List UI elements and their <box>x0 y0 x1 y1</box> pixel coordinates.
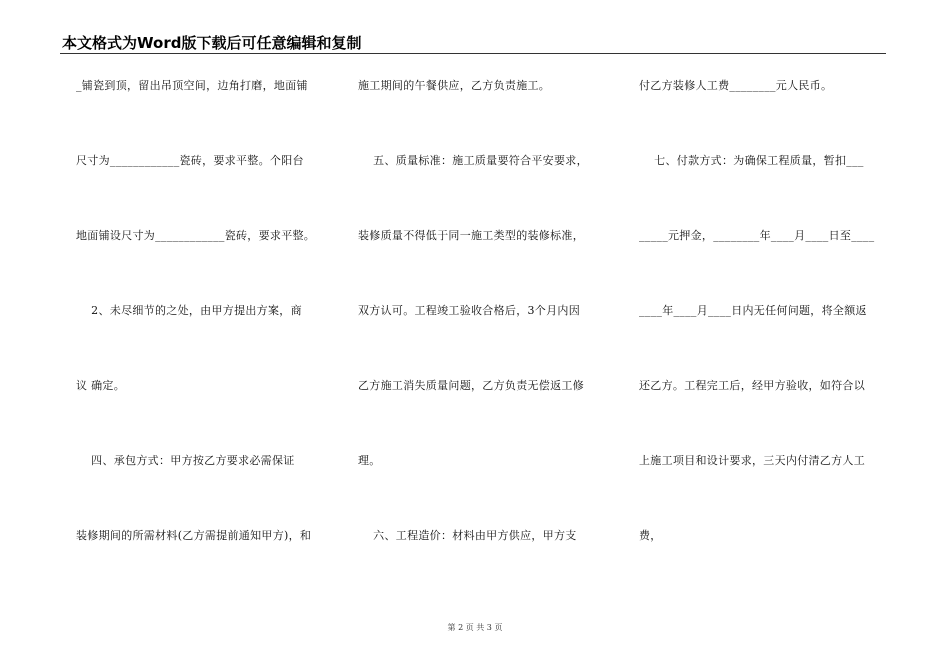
column-line: ____年____月____日内无任何问题，将全额返 <box>639 304 867 317</box>
column-line: 四、承包方式：甲方按乙方要求必需保证 <box>76 454 295 467</box>
column-line: 议 确定。 <box>76 379 125 392</box>
column-line: 装修质量不得低于同一施工类型的装修标准， <box>358 229 584 242</box>
column-line: 付乙方装修人工费________元人民币。 <box>639 79 833 92</box>
column-line: 还乙方。工程完工后，经甲方验收，如符合以 <box>639 379 865 392</box>
document-header-title: 本文格式为Word版下载后可任意编辑和复制 <box>62 34 362 52</box>
column-line: 施工期间的午餐供应，乙方负责施工。 <box>358 79 551 92</box>
column-line: 七、付款方式：为确保工程质量，暂扣___ <box>639 154 864 167</box>
column-line: _铺瓷到顶，留出吊顶空间，边角打磨，地面铺 <box>76 79 308 92</box>
column-line: 乙方施工消失质量问题，乙方负责无偿返工修 <box>358 379 584 392</box>
column-line: 五、质量标准：施工质量要符合平安要求， <box>358 154 588 167</box>
column-line: 地面铺设尺寸为____________瓷砖，要求平整。 <box>76 229 316 242</box>
column-line: 六、工程造价：材料由甲方供应，甲方支 <box>358 529 577 542</box>
page-number-footer: 第 2 页 共 3 页 <box>447 623 503 632</box>
column-line: 尺寸为____________瓷砖，要求平整。个阳台 <box>76 154 304 167</box>
column-line: 装修期间的所需材料(乙方需提前通知甲方)，和 <box>76 529 312 542</box>
column-line: 费， <box>639 529 662 542</box>
header-divider <box>60 53 886 54</box>
column-line: _____元押金，________年____月____日至____ <box>639 229 875 242</box>
column-line: 2、未尽细节的之处，由甲方提出方案，商 <box>76 304 302 317</box>
column-line: 双方认可。工程竣工验收合格后，3个月内因 <box>358 304 580 317</box>
column-line: 理。 <box>358 454 381 467</box>
column-line: 上施工项目和设计要求，三天内付清乙方人工 <box>639 454 865 467</box>
